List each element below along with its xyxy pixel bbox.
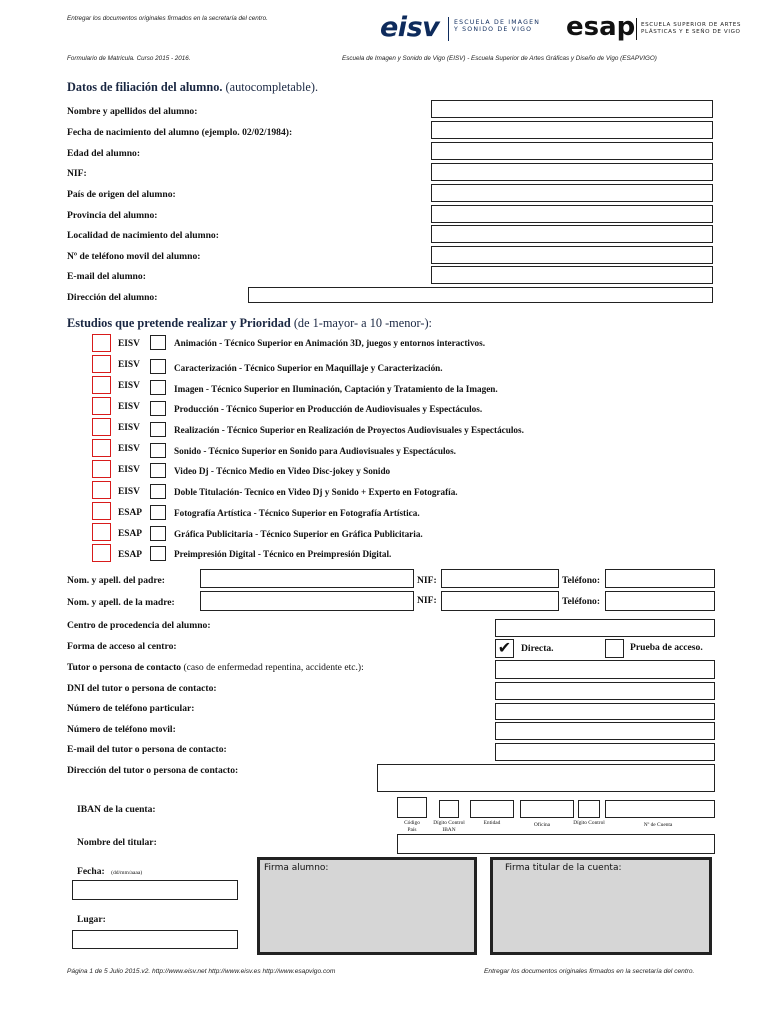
study-checkbox[interactable] — [150, 546, 166, 561]
student-province-input[interactable] — [431, 205, 713, 223]
student-label-nif: NIF: — [67, 168, 87, 179]
study-checkbox[interactable] — [150, 380, 166, 395]
bank-control-input[interactable] — [578, 800, 600, 818]
bank-entity-input[interactable] — [470, 800, 514, 818]
study-checkbox[interactable] — [150, 401, 166, 416]
student-nif-input[interactable] — [431, 163, 713, 181]
mother-phone-input[interactable] — [605, 591, 715, 611]
tutor-phone-label: Número de teléfono particular: — [67, 703, 195, 714]
student-label-email: E-mail del alumno: — [67, 271, 146, 282]
study-course: Sonido - Técnico Superior en Sonido para Audiovisuales y Espectáculos. — [174, 446, 456, 456]
priority-input[interactable] — [92, 502, 111, 520]
esap-logo-subtitle — [641, 22, 741, 35]
mother-label: Nom. y apell. de la madre: — [67, 597, 175, 608]
tutor-email-input[interactable] — [495, 743, 715, 761]
footer-right: Entregar los documentos originales firmados en la secretaría del centro. — [484, 968, 695, 975]
student-country-input[interactable] — [431, 184, 713, 202]
holder-signature-label: Firma titular de la cuenta: — [505, 863, 622, 873]
study-school: EISV — [118, 465, 140, 475]
student-label-address: Dirección del alumno: — [67, 292, 158, 303]
holder-name-input[interactable] — [397, 834, 715, 854]
eisv-logo-divider — [448, 17, 449, 41]
study-school: EISV — [118, 360, 140, 370]
schools-line: Escuela de Imagen y Sonido de Vigo (EISV) - Escuela Superior de Artes Gráficas y Diseño de Vigo (ESAPVIGO) — [342, 55, 657, 62]
study-course: Fotografía Artística - Técnico Superior en Fotografía Artística. — [174, 508, 420, 518]
caption-country-code — [396, 820, 428, 834]
tutor-phone-input[interactable] — [495, 703, 715, 720]
eisv-logo-text: eisv — [380, 12, 440, 43]
study-school: EISV — [118, 402, 140, 412]
student-label-mobile: Nº de teléfono movil del alumno: — [67, 251, 201, 262]
bank-account-input[interactable] — [605, 800, 715, 818]
form-name: Formulario de Matricula. Curso 2015 - 2016. — [67, 55, 191, 62]
esap-logo-sub-1: ESCUELA SUPERIOR DE ARTES — [641, 22, 742, 28]
study-school: EISV — [118, 381, 140, 391]
student-email-input[interactable] — [431, 266, 713, 284]
date-label — [77, 866, 142, 877]
study-checkbox[interactable] — [150, 422, 166, 437]
father-name-input[interactable] — [200, 569, 414, 588]
studies-title-note: (de 1-mayor- a 10 -menor-): — [293, 316, 432, 330]
holder-signature-box[interactable] — [490, 857, 712, 955]
father-nif-input[interactable] — [441, 569, 559, 588]
student-signature-label: Firma alumno: — [264, 863, 329, 873]
caption-account: Nº de Cuenta — [643, 822, 673, 828]
tutor-email-label: E-mail del tutor o persona de contacto: — [67, 744, 227, 755]
eisv-logo-subtitle — [454, 19, 540, 34]
priority-input[interactable] — [92, 376, 111, 394]
place-input[interactable] — [72, 930, 238, 949]
caption-country-1: Código — [404, 820, 420, 826]
priority-input[interactable] — [92, 523, 111, 541]
student-name-input[interactable] — [431, 100, 713, 118]
iban-check-input[interactable] — [439, 800, 459, 818]
esap-logo-divider — [636, 18, 637, 40]
iban-label: IBAN de la cuenta: — [77, 804, 156, 815]
study-course: Gráfica Publicitaria - Técnico Superior en Gráfica Publicitaria. — [174, 529, 423, 539]
tutor-address-label: Dirección del tutor o persona de contacto: — [67, 765, 239, 776]
study-course: Animación - Técnico Superior en Animación 3D, juegos y entornos interactivos. — [174, 338, 486, 348]
mother-nif-input[interactable] — [441, 591, 559, 611]
access-test-label: Prueba de acceso. — [630, 642, 703, 653]
father-phone-label: Teléfono: — [562, 575, 601, 586]
study-checkbox[interactable] — [150, 443, 166, 458]
study-school: ESAP — [118, 550, 142, 560]
studies-section-title — [67, 316, 432, 331]
mother-nif-label: NIF: — [417, 595, 437, 606]
study-course: Video Dj - Técnico Medio en Video Disc-jokey y Sonido — [174, 466, 391, 476]
tutor-address-input[interactable] — [377, 764, 715, 792]
study-school: ESAP — [118, 529, 142, 539]
top-note: Entregar los documentos originales firmados en la secretaría del centro. — [67, 15, 268, 22]
priority-input[interactable] — [92, 397, 111, 415]
origin-center-label: Centro de procedencia del alumno: — [67, 620, 211, 631]
study-course: Caracterización - Técnico Superior en Maquillaje y Caracterización. — [174, 363, 443, 373]
student-age-input[interactable] — [431, 142, 713, 160]
priority-input[interactable] — [92, 355, 111, 373]
priority-input[interactable] — [92, 334, 111, 352]
tutor-label-text: Tutor o persona de contacto — [67, 662, 182, 673]
student-birthplace-input[interactable] — [431, 225, 713, 243]
origin-center-input[interactable] — [495, 619, 715, 637]
esap-logo-text: esap — [566, 12, 636, 42]
study-school: EISV — [118, 423, 140, 433]
student-mobile-input[interactable] — [431, 246, 713, 264]
caption-country-2: País — [407, 827, 417, 834]
study-school: EISV — [118, 444, 140, 454]
mother-name-input[interactable] — [200, 591, 414, 611]
caption-iban-check — [428, 820, 470, 834]
tutor-name-input[interactable] — [495, 660, 715, 679]
priority-input[interactable] — [92, 544, 111, 562]
eisv-logo-sub-2: Y SONIDO DE VIGO — [454, 26, 533, 34]
tutor-dni-label: DNI del tutor o persona de contacto: — [67, 683, 217, 694]
date-input[interactable] — [72, 880, 238, 900]
eisv-logo-sub-1: ESCUELA DE IMAGEN — [454, 19, 541, 26]
study-checkbox[interactable] — [150, 335, 166, 350]
access-form-label: Forma de acceso al centro: — [67, 641, 177, 652]
priority-input[interactable] — [92, 481, 111, 499]
student-title-note: (autocompletable). — [225, 80, 319, 94]
place-label: Lugar: — [77, 914, 106, 925]
priority-input[interactable] — [92, 439, 111, 457]
student-section-title — [67, 80, 318, 95]
tutor-label-note: (caso de enfermedad repentina, accidente etc.): — [183, 662, 364, 673]
direct-label: Directa. — [521, 643, 554, 654]
esap-logo — [566, 12, 766, 46]
footer-left: Página 1 de 5 Julio 2015.v2. http://www.eisv.net http://www.eisv.es http://www.esapvigo.com — [67, 968, 336, 975]
student-label-age: Edad del alumno: — [67, 148, 141, 159]
date-format-hint: (dd/mm/aaaa) — [111, 870, 143, 876]
eisv-logo — [376, 12, 558, 46]
date-label-text: Fecha: — [77, 866, 105, 877]
caption-entity: Entidad — [483, 820, 501, 826]
student-birthdate-input[interactable] — [431, 121, 713, 139]
study-course: Imagen - Técnico Superior en Iluminación, Captación y Tratamiento de la Imagen. — [174, 384, 498, 394]
holder-label: Nombre del titular: — [77, 837, 157, 848]
study-checkbox[interactable] — [150, 505, 166, 520]
access-test-checkbox[interactable] — [605, 639, 624, 658]
study-checkbox[interactable] — [150, 484, 166, 499]
father-phone-input[interactable] — [605, 569, 715, 588]
student-label-birthplace: Localidad de nacimiento del alumno: — [67, 230, 219, 241]
student-signature-box[interactable] — [257, 857, 477, 955]
studies-title-text: Estudios que pretende realizar y Prioridad — [67, 316, 291, 330]
caption-check-1: Dígito Control — [433, 820, 465, 826]
study-checkbox[interactable] — [150, 463, 166, 478]
mother-phone-label: Teléfono: — [562, 596, 601, 607]
father-label: Nom. y apell. del padre: — [67, 575, 165, 586]
student-label-name: Nombre y apellidos del alumno: — [67, 106, 198, 117]
student-label-country: País de origen del alumno: — [67, 189, 176, 200]
study-course: Preimpresión Digital - Técnico en Preimpresión Digital. — [174, 549, 392, 559]
student-address-input[interactable] — [248, 287, 713, 303]
study-course: Producción - Técnico Superior en Producción de Audiovisuales y Espectáculos. — [174, 404, 483, 414]
student-title-text: Datos de filiación del alumno. — [67, 80, 223, 94]
student-label-province: Provincia del alumno: — [67, 210, 158, 221]
direct-checkbox[interactable]: ✔ — [495, 639, 514, 658]
study-course: Doble Titulación- Tecnico en Video Dj y Sonido + Experto en Fotografía. — [174, 487, 458, 497]
study-school: ESAP — [118, 508, 142, 518]
tutor-mobile-label: Número de teléfono movil: — [67, 724, 176, 735]
esap-logo-sub-2: PLÁSTICAS Y E SEÑO DE VIGO — [641, 28, 741, 35]
study-school: EISV — [118, 339, 140, 349]
bank-office-input[interactable] — [520, 800, 574, 818]
iban-country-input[interactable] — [397, 797, 427, 818]
tutor-dni-input[interactable] — [495, 682, 715, 700]
caption-control: Dígito Control — [573, 820, 605, 826]
student-label-birthdate: Fecha de nacimiento del alumno (ejemplo. 02/02/1984): — [67, 127, 293, 138]
priority-input[interactable] — [92, 460, 111, 478]
study-checkbox[interactable] — [150, 526, 166, 541]
study-checkbox[interactable] — [150, 359, 166, 374]
tutor-label — [67, 662, 364, 673]
caption-check-2: IBAN — [442, 827, 456, 834]
study-school: EISV — [118, 487, 140, 497]
priority-input[interactable] — [92, 418, 111, 436]
tutor-mobile-input[interactable] — [495, 722, 715, 740]
father-nif-label: NIF: — [417, 575, 437, 586]
caption-office: Oficina — [533, 822, 551, 828]
study-course: Realización - Técnico Superior en Realización de Proyectos Audiovisuales y Espectáculos. — [174, 425, 524, 435]
